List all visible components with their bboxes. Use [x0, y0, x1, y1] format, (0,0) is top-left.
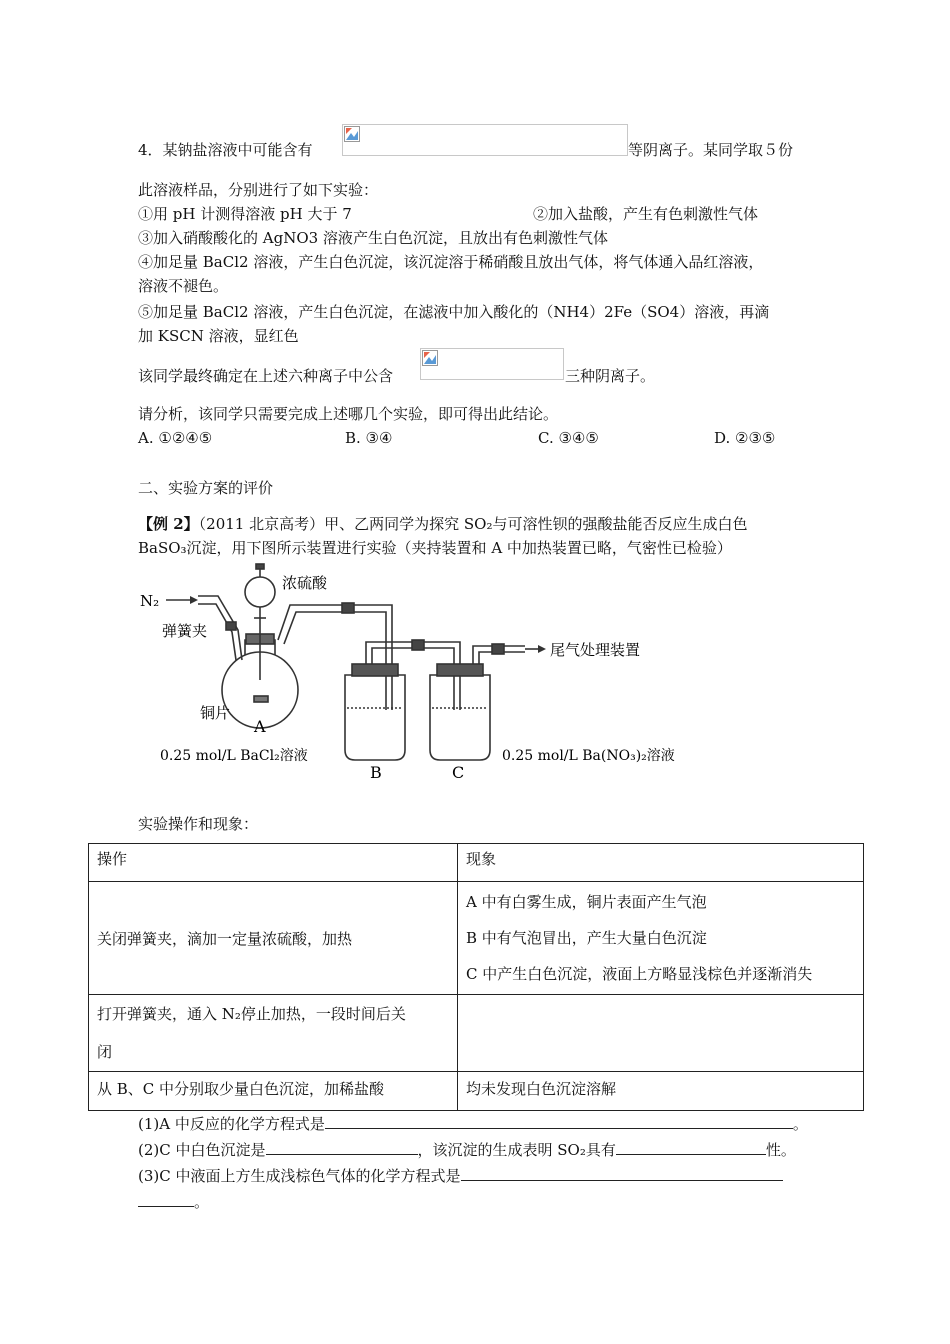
table-header-row	[89, 844, 864, 882]
q2-answer-blank-1[interactable]	[266, 1140, 418, 1155]
question-3-cont	[138, 1192, 209, 1212]
section2-heading: 二、实验方案的评价	[138, 479, 274, 497]
table-row	[89, 882, 864, 995]
q4-exp2: ②加入盐酸，产生有色刺激性气体	[533, 205, 759, 223]
q4-conclusion-post: 三种阴离子。	[565, 367, 656, 385]
q4-conclusion-pre: 该同学最终确定在上述六种离子中公含	[138, 367, 394, 385]
label-conc-acid: 浓硫酸	[282, 574, 328, 592]
q4-exp1: ①用 pH 计测得溶液 pH 大于 7	[138, 205, 352, 223]
question-2	[138, 1140, 796, 1160]
q4-exp4a: ④加足量 BaCl2 溶液，产生白色沉淀，该沉淀溶于稀硝酸且放出气体，将气体通入品红溶液，	[138, 253, 764, 271]
row2-phenomenon	[458, 995, 864, 1072]
row1-ph3: C 中产生白色沉淀，液面上方略显浅棕色并逐渐消失	[466, 965, 813, 983]
option-b: B. ③④	[345, 429, 393, 447]
q4-question: 请分析，该同学只需要完成上述哪几个实验，即可得出此结论。	[138, 405, 559, 423]
label-n2: N₂	[140, 592, 160, 610]
label-copper: 铜片	[200, 704, 231, 722]
example-label: 【例 2】	[138, 515, 199, 533]
q4-exp3: ③加入硝酸酸化的 AgNO3 溶液产生白色沉淀，且放出有色刺激性气体	[138, 229, 608, 247]
question-1	[138, 1114, 808, 1134]
q2-post: 性。	[765, 1141, 796, 1159]
q4-exp5a: ⑤加足量 BaCl2 溶液，产生白色沉淀，在滤液中加入酸化的（NH4）2Fe（SO4）溶液，再滴	[138, 303, 770, 321]
label-a: A	[254, 717, 266, 736]
q1-post: 。	[792, 1115, 808, 1133]
dropping-funnel	[245, 577, 275, 607]
q2-mid: ，该沉淀的生成表明 SO₂具有	[417, 1141, 616, 1159]
q3-pre: (3)C 中液面上方生成浅棕色气体的化学方程式是	[138, 1167, 461, 1185]
experiment-table	[88, 843, 864, 1111]
row1-ph2: B 中有气泡冒出，产生大量白色沉淀	[466, 929, 707, 947]
copper-sheet	[254, 696, 268, 702]
header-phenomenon: 现象	[458, 844, 864, 882]
q1-answer-blank[interactable]	[325, 1114, 793, 1129]
row2-op2: 闭	[97, 1043, 113, 1061]
q3-answer-blank-cont[interactable]	[138, 1192, 194, 1207]
q4-line1-pre: 4．某钠盐溶液中可能含有	[138, 141, 313, 159]
row3-phenomenon: 均未发现白色沉淀溶解	[458, 1072, 864, 1111]
q4-exp4b: 溶液不褪色。	[138, 277, 229, 295]
q1-pre: (1)A 中反应的化学方程式是	[138, 1115, 325, 1133]
label-spring-clip: 弹簧夹	[162, 622, 208, 640]
row2-operation	[89, 995, 458, 1072]
q4-exp5b: 加 KSCN 溶液，显红色	[138, 327, 299, 345]
example-line2: BaSO₃沉淀，用下图所示装置进行实验（夹持装置和 A 中加热装置已略，气密性已检验）	[138, 539, 732, 557]
table-row	[89, 995, 864, 1072]
table-row	[89, 1072, 864, 1111]
apparatus-diagram	[130, 560, 690, 785]
broken-image-icon	[422, 350, 438, 366]
bottle-b	[345, 675, 405, 760]
ion-image-placeholder	[342, 124, 628, 156]
row1-phenomenon	[458, 882, 864, 995]
label-b: B	[370, 763, 382, 782]
row3-operation: 从 B、C 中分别取少量白色沉淀，加稀盐酸	[89, 1072, 458, 1111]
q4-line1-post: 等阴离子。某同学取５份	[628, 141, 794, 159]
label-bano3: 0.25 mol/L Ba(NO₃)₂溶液	[502, 748, 675, 764]
label-c: C	[452, 763, 465, 782]
row1-operation: 关闭弹簧夹，滴加一定量浓硫酸，加热	[89, 882, 458, 995]
q3-answer-blank[interactable]	[461, 1166, 783, 1181]
example-text1: （2011 北京高考）甲、乙两同学为探究 SO₂与可溶性钡的强酸盐能否反应生成白色	[198, 515, 748, 533]
question-3	[138, 1166, 783, 1186]
q3-end: 。	[194, 1193, 210, 1211]
label-bacl2: 0.25 mol/L BaCl₂溶液	[160, 748, 308, 764]
example-line1	[138, 514, 747, 534]
q4-line2: 此溶液样品，分别进行了如下实验：	[138, 181, 379, 199]
header-operation: 操作	[89, 844, 458, 882]
row1-ph1: A 中有白雾生成，铜片表面产生气泡	[466, 893, 707, 911]
spring-clip-mark	[226, 622, 236, 630]
option-a: A. ①②④⑤	[138, 429, 213, 447]
q2-pre: (2)C 中白色沉淀是	[138, 1141, 266, 1159]
q2-answer-blank-2[interactable]	[616, 1140, 766, 1155]
option-d: D. ②③⑤	[714, 429, 776, 447]
label-tail-gas: 尾气处理装置	[550, 641, 641, 659]
table-intro: 实验操作和现象：	[138, 815, 259, 833]
row2-op1: 打开弹簧夹，通入 N₂停止加热，一段时间后关	[97, 1005, 406, 1023]
option-c: C. ③④⑤	[538, 429, 599, 447]
ion-image-placeholder-2	[420, 348, 564, 380]
broken-image-icon	[344, 126, 360, 142]
